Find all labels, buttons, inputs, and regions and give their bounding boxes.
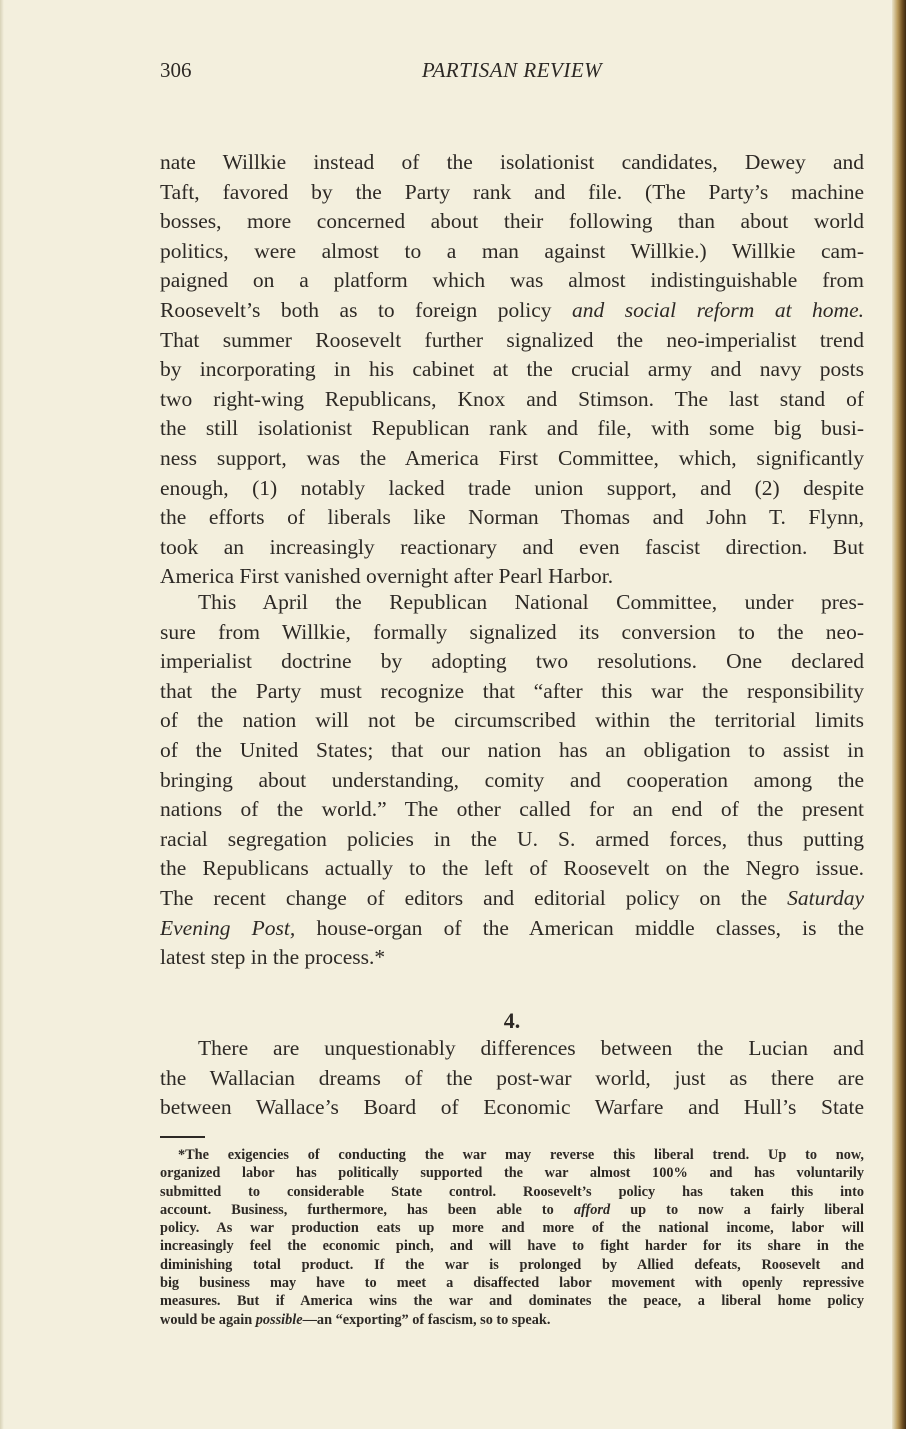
text-segment: that the Party must recognize that “after this war the responsibility <box>160 678 864 703</box>
text-segment: bosses, more concerned about their following than about world <box>160 209 864 234</box>
text-segment: the still isolationist Republican rank and file, with some big busi- <box>160 416 864 441</box>
text-line <box>160 1256 864 1274</box>
text-line <box>160 178 864 208</box>
text-segment: That summer Roosevelt further signalized the neo-imperialist trend <box>160 327 864 352</box>
text-segment: by incorporating in his cabinet at the crucial army and navy posts <box>160 357 864 382</box>
text-line <box>160 1292 864 1310</box>
text-line <box>160 326 864 356</box>
text-segment: the Republicans actually to the left of Roosevelt on the Negro issue. <box>160 856 864 881</box>
page-left-edge <box>0 0 4 1429</box>
text-line <box>160 1146 864 1164</box>
text-line <box>160 1164 864 1182</box>
text-line <box>160 1311 864 1329</box>
footnote <box>160 1146 864 1329</box>
page-number: 306 <box>160 58 192 82</box>
italic-text: Saturday <box>787 885 864 910</box>
text-line <box>160 355 864 385</box>
text-line <box>160 795 864 825</box>
paragraph-2 <box>160 588 864 973</box>
text-segment: big business may have to meet a disaffected labor movement with openly repressive <box>160 1275 864 1292</box>
text-segment: organized labor has politically supported the war almost 100% and has voluntarily <box>160 1165 864 1182</box>
text-segment: —an “exporting” of fascism, so to speak. <box>302 1311 551 1328</box>
text-line <box>160 1219 864 1237</box>
text-segment: measures. But if America wins the war and dominates the peace, a liberal home policy <box>160 1293 864 1310</box>
text-line <box>160 1093 864 1123</box>
text-segment: Roosevelt’s both as to foreign policy <box>160 297 572 322</box>
text-segment: enough, (1) notably lacked trade union support, and (2) despite <box>160 475 864 500</box>
footnote-rule <box>160 1136 205 1138</box>
text-segment: of the United States; that our nation has an obligation to assist in <box>160 737 864 762</box>
text-segment: account. Business, furthermore, has been able to <box>160 1201 574 1218</box>
text-segment: This April the Republican National Committee, under pres- <box>198 590 864 614</box>
text-segment: nations of the world.” The other called for an end of the present <box>160 797 864 822</box>
text-segment: submitted to considerable State control. Roosevelt’s policy has taken this into <box>160 1183 864 1200</box>
text-line <box>160 588 864 618</box>
text-segment: paigned on a platform which was almost indistinguishable from <box>160 268 864 293</box>
text-segment: America First vanished overnight after Pearl Harbor. <box>160 564 614 589</box>
text-line <box>160 1237 864 1255</box>
text-segment: the efforts of liberals like Norman Thomas and John T. Flynn, <box>160 505 864 530</box>
text-segment: ness support, was the America First Committee, which, significantly <box>160 445 864 470</box>
text-line <box>160 943 864 973</box>
text-line <box>160 503 864 533</box>
text-segment: bringing about understanding, comity and cooperation among the <box>160 767 864 792</box>
text-line <box>160 1183 864 1201</box>
text-line <box>160 1064 864 1094</box>
text-line <box>160 237 864 267</box>
text-segment: would be again <box>160 1311 256 1328</box>
text-line <box>160 1034 864 1064</box>
italic-text: Evening Post, <box>160 915 296 940</box>
text-line <box>160 647 864 677</box>
italic-text: possible <box>255 1311 303 1328</box>
text-line <box>160 825 864 855</box>
text-segment: sure from Willkie, formally signalized its conversion to the neo- <box>160 619 864 644</box>
text-segment: increasingly feel the economic pinch, and will have to fight harder for its share in the <box>160 1238 864 1255</box>
text-segment: There are unquestionably differences between the Lucian and <box>198 1036 864 1060</box>
text-segment: imperialist doctrine by adopting two resolutions. One declared <box>160 649 864 674</box>
text-line <box>160 1201 864 1219</box>
text-line <box>160 884 864 914</box>
text-line <box>160 706 864 736</box>
text-segment: nate Willkie instead of the isolationist candidates, Dewey and <box>160 150 864 174</box>
text-segment: The recent change of editors and editorial policy on the <box>160 885 788 910</box>
text-line <box>160 766 864 796</box>
text-segment: diminishing total product. If the war is prolonged by Allied defeats, Roosevelt and <box>160 1256 864 1273</box>
text-segment: two right-wing Republicans, Knox and Stimson. The last stand of <box>160 386 864 411</box>
text-segment: house-organ of the American middle classes, is the <box>295 915 864 940</box>
italic-text: and social reform at home. <box>572 297 864 322</box>
text-segment: *The exigencies of conducting the war may reverse this liberal trend. Up to now, <box>178 1147 864 1163</box>
text-line <box>160 736 864 766</box>
text-line <box>160 414 864 444</box>
text-line <box>160 385 864 415</box>
text-segment: took an increasingly reactionary and even fascist direction. But <box>160 534 864 559</box>
running-head-journal-title: PARTISAN REVIEW <box>421 58 603 82</box>
text-segment: racial segregation policies in the U. S. armed forces, thus putting <box>160 826 864 851</box>
text-segment: policy. As war production eats up more and more of the national income, labor will <box>160 1220 864 1237</box>
text-segment: between Wallace’s Board of Economic Warfare and Hull’s State <box>160 1095 864 1120</box>
text-segment: the Wallacian dreams of the post-war world, just as there are <box>160 1065 864 1090</box>
text-line <box>160 296 864 326</box>
text-line <box>160 1274 864 1292</box>
book-binding-edge <box>892 0 906 1429</box>
text-line <box>160 474 864 504</box>
text-segment: politics, were almost to a man against Willkie.) Willkie cam- <box>160 238 864 263</box>
section-heading: 4. <box>503 1008 521 1033</box>
text-line <box>160 677 864 707</box>
text-segment: Taft, favored by the Party rank and file. (The Party’s machine <box>160 179 864 204</box>
text-line <box>160 148 864 178</box>
text-line <box>160 533 864 563</box>
text-line <box>160 914 864 944</box>
text-line <box>160 444 864 474</box>
text-line <box>160 618 864 648</box>
text-segment: latest step in the process.* <box>160 945 386 970</box>
text-line <box>160 207 864 237</box>
paragraph-1 <box>160 148 864 592</box>
text-line <box>160 266 864 296</box>
text-line <box>160 854 864 884</box>
text-segment: of the nation will not be circumscribed within the territorial limits <box>160 708 864 733</box>
italic-text: afford <box>573 1201 611 1218</box>
paragraph-3 <box>160 1034 864 1123</box>
text-segment: up to now a fairly liberal <box>610 1201 864 1218</box>
